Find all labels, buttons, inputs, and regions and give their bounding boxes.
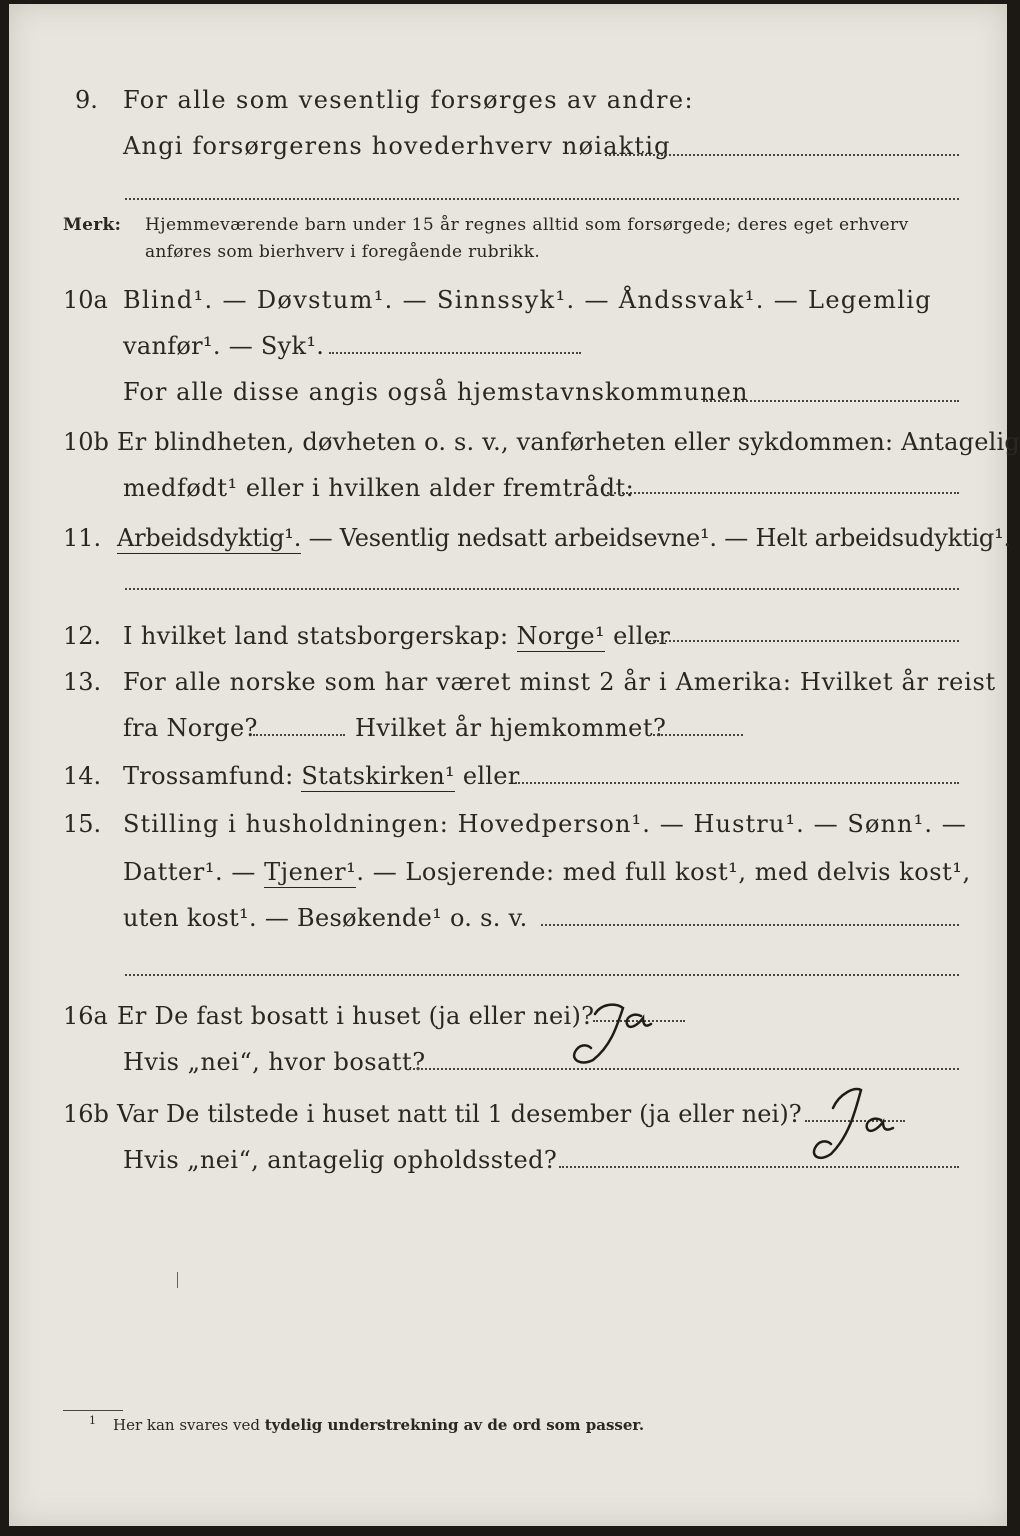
q15-line2 — [123, 858, 971, 886]
q11-rest: — Vesentlig nedsatt arbeidsevne¹. — Helt arbeidsudyktig¹. — [301, 524, 1011, 552]
q11-line — [117, 524, 1011, 552]
q14-line — [123, 762, 520, 790]
q16a-number: 16a — [63, 1002, 108, 1030]
merk-line1: Hjemmeværende barn under 15 år regnes alltid som forsørgede; deres eget erhverv — [145, 215, 909, 235]
q13-line1: For alle norske som har været minst 2 år i Amerika: Hvilket år reist — [123, 668, 996, 696]
q13-line2a: fra Norge? — [123, 714, 258, 742]
q10b-number: 10b — [63, 428, 109, 456]
q15-line2-post: . — Losjerende: med full kost¹, med delvis kost¹, — [356, 858, 971, 886]
q10a-line2: vanfør¹. — Syk¹. — [123, 332, 325, 360]
q13-year-returned-field[interactable] — [653, 734, 743, 736]
q16b-handwritten-answer — [789, 1084, 909, 1164]
footnote-bold: tydelig understrekning av de ord som passer. — [264, 1416, 645, 1434]
q10b-answer-field[interactable] — [607, 492, 959, 494]
q16a-handwritten-answer — [557, 986, 667, 1066]
footnote-text — [113, 1416, 644, 1434]
q16b-number: 16b — [63, 1100, 109, 1128]
q15-line1: Stilling i husholdningen: Hovedperson¹. — Hustru¹. — Sønn¹. — — [123, 810, 967, 838]
q10a-line1: Blind¹. — Døvstum¹. — Sinnssyk¹. — Åndssvak¹. — Legemlig — [123, 286, 933, 314]
q16a-line2: Hvis „nei“, hvor bosatt? — [123, 1048, 426, 1076]
census-form-page — [9, 4, 1020, 1526]
q9-line2: Angi forsørgerens hovederhverv nøiaktig — [123, 132, 671, 160]
q15-answer-field[interactable] — [541, 924, 959, 926]
q13-number: 13. — [63, 668, 102, 696]
q16b-whereabouts-field[interactable] — [559, 1166, 959, 1168]
q11-answer-field[interactable] — [125, 588, 959, 590]
q9-line1: For alle som vesentlig forsørges av andre: — [123, 86, 695, 114]
q16b-line2: Hvis „nei“, antagelig opholdssted? — [123, 1146, 558, 1174]
q10a-number: 10a — [63, 286, 108, 314]
merk-label: Merk: — [63, 215, 122, 235]
q12-option-norge[interactable]: Norge¹ — [516, 622, 606, 650]
q15-answer-field-2[interactable] — [125, 974, 959, 976]
q9-answer-field-2[interactable] — [125, 198, 959, 200]
q9-number: 9. — [75, 86, 98, 114]
q10a-home-municipality-field[interactable] — [703, 400, 959, 402]
q14-post: eller — [454, 762, 520, 790]
footnote-rule — [63, 1410, 123, 1411]
q14-pre: Trossamfund: — [123, 762, 302, 790]
q13-year-left-field[interactable] — [253, 734, 345, 736]
q14-answer-field[interactable] — [515, 782, 959, 784]
q12-post: eller — [605, 622, 671, 650]
q9-answer-field[interactable] — [605, 154, 959, 156]
merk-line2: anføres som bierhverv i foregående rubrikk. — [145, 242, 541, 262]
q14-option-statskirken[interactable]: Statskirken¹ — [301, 762, 455, 790]
q11-number: 11. — [63, 524, 102, 552]
stray-pen-mark — [177, 1272, 178, 1288]
q10a-line3: For alle disse angis også hjemstavnskommunen — [123, 378, 749, 406]
q15-number: 15. — [63, 810, 102, 838]
q15-option-tjener[interactable]: Tjener¹ — [264, 858, 357, 886]
q16a-line1: Er De fast bosatt i huset (ja eller nei)? — [117, 1002, 595, 1030]
q15-line2-pre: Datter¹. — — [123, 858, 265, 886]
q10b-line1: Er blindheten, døvheten o. s. v., vanførheten eller sykdommen: Antagelig — [117, 428, 1020, 456]
q13-line2b: Hvilket år hjemkommet? — [355, 714, 667, 742]
q12-line — [123, 622, 670, 650]
q12-number: 12. — [63, 622, 102, 650]
q10a-answer-field[interactable] — [329, 352, 581, 354]
q15-line3: uten kost¹. — Besøkende¹ o. s. v. — [123, 904, 528, 932]
q14-number: 14. — [63, 762, 102, 790]
footnote-pre: Her kan svares ved — [113, 1416, 265, 1434]
q12-answer-field[interactable] — [649, 640, 959, 642]
q12-pre: I hvilket land statsborgerskap: — [123, 622, 517, 650]
q16a-residence-field[interactable] — [409, 1068, 959, 1070]
q10b-line2: medfødt¹ eller i hvilken alder fremtrådt: — [123, 474, 635, 502]
q11-option-arbeidsdyktig[interactable]: Arbeidsdyktig¹. — [117, 524, 302, 552]
footnote-mark: 1 — [89, 1414, 96, 1427]
q16b-line1: Var De tilstede i huset natt til 1 desember (ja eller nei)? — [117, 1100, 802, 1128]
